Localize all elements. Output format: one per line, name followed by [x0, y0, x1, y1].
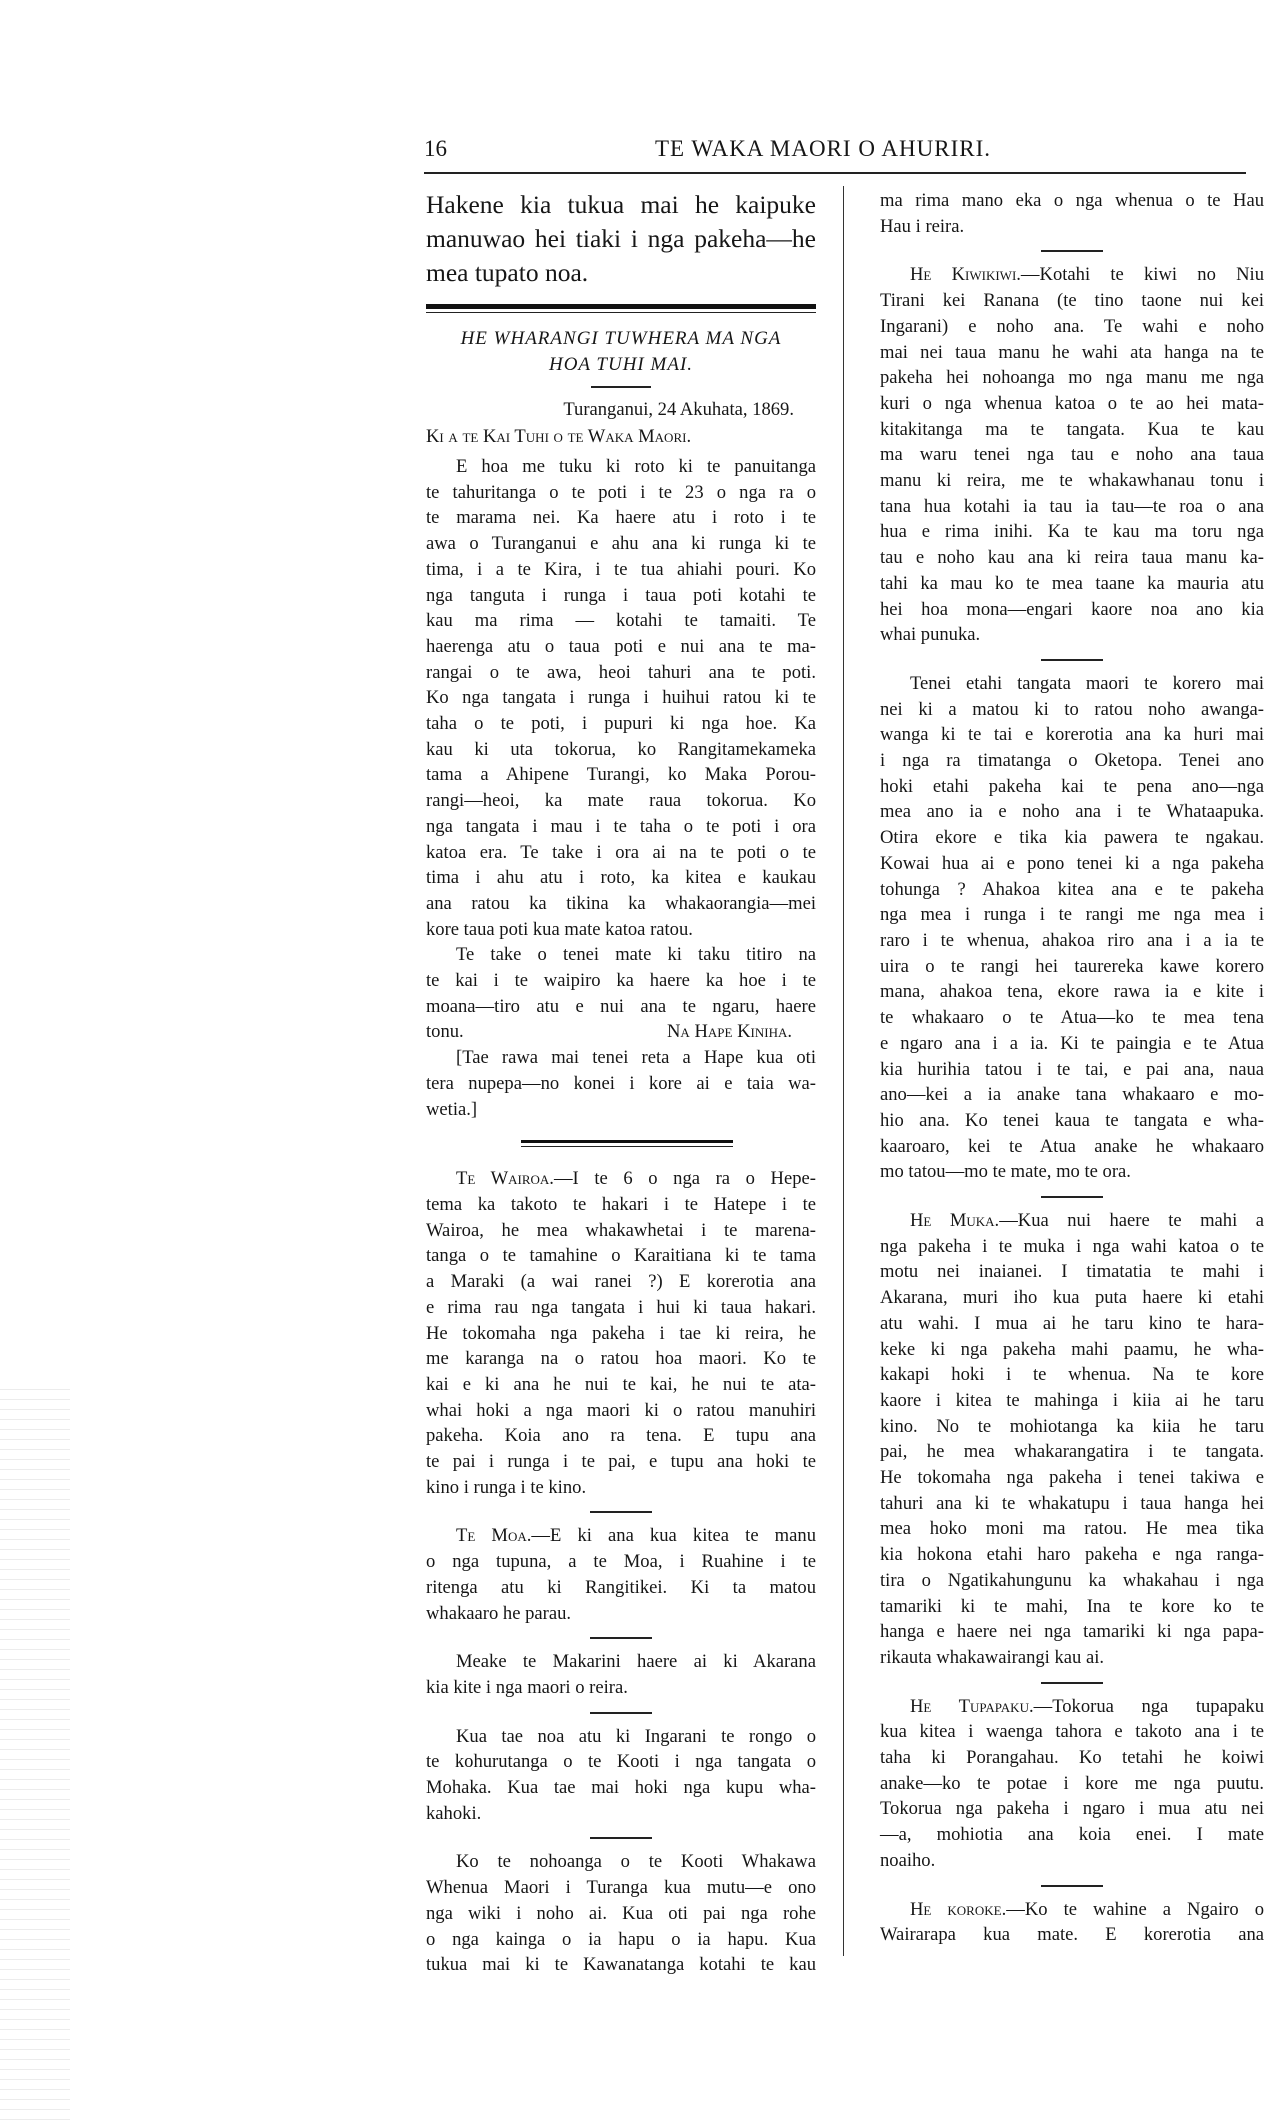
line-text: Meake te Makarini haere ai ki Akarana	[456, 1651, 816, 1673]
text-line	[426, 788, 816, 814]
text-line	[880, 365, 1264, 391]
text-line	[426, 1724, 816, 1750]
text-line	[880, 417, 1264, 443]
text-line	[880, 1848, 1264, 1874]
text-line	[880, 1594, 1264, 1620]
text-line	[880, 545, 1264, 571]
text-line	[426, 1601, 816, 1627]
text-line	[426, 608, 816, 634]
text-line	[426, 1575, 816, 1601]
text-line	[426, 1423, 816, 1449]
line-text: Te take o tenei mate ki taku titiro na	[456, 944, 816, 966]
line-text: Ko te nohoanga o te Kooti Whakawa	[456, 1851, 816, 1873]
text-line	[880, 851, 1264, 877]
page-number: 16	[424, 136, 447, 161]
text-line	[880, 314, 1264, 340]
line-text: —E ki ana kua kitea te manu	[531, 1525, 816, 1547]
text-line	[426, 1166, 816, 1192]
line-text: e ngaro ana i a ia. Ki te paingia e te Atua	[880, 1032, 1264, 1054]
text-line	[426, 942, 816, 968]
line-text: pakeha. Koia ano ra tena. E tupu ana	[426, 1425, 816, 1447]
short-rule	[426, 378, 816, 396]
line-text: mai nei taua manu he wahi ata hanga na te	[880, 341, 1264, 363]
text-line	[426, 1801, 816, 1827]
text-line	[426, 1269, 816, 1295]
article-paragraph	[426, 1523, 816, 1626]
text-line	[426, 1097, 816, 1123]
text-line	[880, 1745, 1264, 1771]
line-text: te pai i runga i te pai, e tupu ana hoki te	[426, 1451, 816, 1473]
line-text: hei hoa mona—engari kaore noa ano kia	[880, 598, 1264, 620]
text-line	[880, 954, 1264, 980]
line-text: tama a Ahipene Turangi, ko Maka Porou-	[426, 764, 816, 786]
signature: Na Hape Kiniha.	[667, 1021, 792, 1043]
text-line	[880, 1922, 1264, 1948]
text-line	[426, 1523, 816, 1549]
line-text: Tokorua nga pakeha i ngaro i mua atu nei	[880, 1798, 1264, 1820]
text-line	[880, 1694, 1264, 1720]
line-text: hua e rima inihi. Ka te kau ma toru nga	[880, 521, 1264, 543]
article-paragraph	[880, 1694, 1264, 1874]
line-text: kuri o nga whenua katoa o te ao hei mata-	[880, 392, 1264, 414]
article-paragraph	[426, 1649, 816, 1700]
line-text: kia kite i nga maori o reira.	[426, 1676, 628, 1698]
column-divider	[843, 186, 844, 1956]
article-paragraph	[426, 1724, 816, 1827]
text-line	[426, 711, 816, 737]
text-line	[426, 1449, 816, 1475]
line-text: ana ratou ka tikina ka whakaorangia—mei	[426, 892, 816, 914]
line-text: wetia.]	[426, 1098, 478, 1120]
line-text: tanga o te tamahine o Karaitiana ki te tama	[426, 1245, 816, 1267]
line-text: Mohaka. Kua tae mai hoki nga kupu wha-	[426, 1777, 816, 1799]
signature-line	[426, 1019, 816, 1045]
lead-line: manuwao hei tiaki i nga pakeha—he	[426, 224, 816, 253]
text-line	[880, 494, 1264, 520]
text-line	[880, 774, 1264, 800]
line-text: kahoki.	[426, 1802, 482, 1824]
dateline: Turanganui, 24 Akuhata, 1869.	[563, 399, 794, 420]
line-text: tima i ahu atu i roto, ka kitea e kaukau	[426, 867, 816, 889]
line-text: Tenei etahi tangata maori te korero mai	[910, 672, 1264, 694]
line-text: tonu.	[426, 1021, 464, 1043]
left-articles	[426, 454, 816, 1978]
text-line	[426, 480, 816, 506]
text-line	[880, 1362, 1264, 1388]
text-line	[880, 697, 1264, 723]
line-text: tera nupepa—no konei i kore ai e taia wa-	[426, 1072, 816, 1094]
line-text: uira o te rangi hei taurereka kawe korero	[880, 955, 1264, 977]
text-line	[880, 214, 1264, 240]
line-text: kau ki uta tokorua, ko Rangitamekameka	[426, 738, 816, 760]
line-text: nga mea i runga i te rangi me nga mea i	[880, 904, 1264, 926]
text-line	[880, 1771, 1264, 1797]
text-line	[880, 1619, 1264, 1645]
double-rule	[426, 1122, 816, 1166]
section-rule	[426, 1500, 816, 1523]
line-text: Kowai hua ai e pono tenei ki a nga pakeha	[880, 852, 1264, 874]
line-text: tahi ka mau ko te mea taane ka mauria atu	[880, 572, 1264, 594]
text-line	[880, 1414, 1264, 1440]
lead-line: Hakene kia tukua mai he kaipuke	[426, 190, 816, 219]
heading-line: HE WHARANGI TUWHERA MA NGA	[460, 328, 782, 349]
text-line	[880, 748, 1264, 774]
article-lead: He Tupapaku.	[910, 1695, 1034, 1717]
text-line	[880, 1208, 1264, 1234]
text-line	[880, 519, 1264, 545]
text-line	[426, 737, 816, 763]
article-paragraph	[426, 1045, 816, 1122]
line-text: Hau i reira.	[880, 215, 965, 237]
line-text: hanga e haere nei nga tamariki ki nga papa-	[880, 1621, 1264, 1643]
line-text: me karanga na o ratou hoa maori. Ko te	[426, 1348, 816, 1370]
text-line	[426, 1952, 816, 1978]
line-text: kino i runga i te kino.	[426, 1476, 587, 1498]
line-text: ritenga atu ki Rangitikei. Ki ta matou	[426, 1576, 816, 1598]
text-line	[880, 1057, 1264, 1083]
right-articles	[880, 188, 1264, 1948]
text-line	[426, 1849, 816, 1875]
text-line	[880, 571, 1264, 597]
line-text: kia hurihia tatou i te tai, e pai ana, naua	[880, 1058, 1264, 1080]
text-line	[426, 1321, 816, 1347]
text-line	[880, 340, 1264, 366]
line-text: tema ka takoto te hakari i te Hatepe i te	[426, 1193, 816, 1215]
section-heading	[426, 326, 816, 378]
line-text: —a, mohiotia ana koia enei. I mate	[880, 1824, 1264, 1846]
line-text: tukua mai ki te Kawanatanga kotahi te kau	[426, 1954, 816, 1976]
line-text: tima, i a te Kira, i te tua ahiahi pouri. Ko	[426, 558, 816, 580]
article-lead: Te Wairoa.	[456, 1168, 554, 1190]
text-line	[426, 762, 816, 788]
line-text: whai hoki a nga maori ki o ratou manuhiri	[426, 1399, 816, 1421]
text-line	[880, 1159, 1264, 1185]
article-paragraph	[880, 262, 1264, 648]
text-line	[426, 1749, 816, 1775]
line-text: kua kitea i waenga tahora e takoto ana i te	[880, 1721, 1264, 1743]
line-text: mea hoko moni ma ratou. He mea tika	[880, 1518, 1264, 1540]
line-text: keke ki nga pakeha mahi paamu, he wha-	[880, 1338, 1264, 1360]
line-text: Wairoa, he mea whakawhetai i te marena-	[426, 1219, 816, 1241]
line-text: raro i te whenua, ahakoa riro ana i a ia te	[880, 929, 1264, 951]
text-line	[880, 1491, 1264, 1517]
text-line	[880, 928, 1264, 954]
article-paragraph	[426, 942, 816, 1045]
line-text: e rima rau nga tangata i hui ki taua hakari.	[426, 1296, 816, 1318]
text-line	[880, 902, 1264, 928]
text-line	[880, 1388, 1264, 1414]
text-line	[880, 1719, 1264, 1745]
line-text: kia hokona etahi haro pakeha e nga ranga-	[880, 1544, 1264, 1566]
line-text: kino. No te mohiotanga ka kiia he taru	[880, 1415, 1264, 1437]
line-text: nga tangata i mau i te taha o te poti i ora	[426, 815, 816, 837]
line-text: kaore i kitea te mahinga i kiia ai he taru	[880, 1389, 1264, 1411]
line-text: nga wiki i noho ai. Kua oti pai nga rohe	[426, 1902, 816, 1924]
line-text: —Ko te wahine a Ngairo o	[1006, 1898, 1264, 1920]
line-text: kitakitanga ma te tangata. Kua te kau	[880, 418, 1264, 440]
text-line	[426, 660, 816, 686]
line-text: katoa era. Te take i ora ai na te poti o te	[426, 841, 816, 863]
text-line	[880, 1645, 1264, 1671]
text-line	[880, 1465, 1264, 1491]
text-line	[426, 840, 816, 866]
text-line	[880, 1134, 1264, 1160]
line-text: wanga ki te tai e korerotia ana ka huri mai	[880, 724, 1264, 746]
text-line	[880, 1897, 1264, 1923]
section-rule	[880, 1671, 1264, 1694]
text-line	[426, 1045, 816, 1071]
line-text: whai punuka.	[880, 624, 981, 646]
text-line	[880, 722, 1264, 748]
lead-line: mea tupato noa.	[426, 258, 589, 287]
line-text: mana, ahakoa tena, ekore rawa ia e kite i	[880, 981, 1264, 1003]
article-lead: Te Moa.	[456, 1525, 532, 1547]
article-lead: He koroke.	[910, 1898, 1007, 1920]
line-text: moana—tiro atu e nui ana te ngaru, haere	[426, 995, 816, 1017]
section-rule	[426, 1701, 816, 1724]
line-text: Kua tae noa atu ki Ingarani te rongo o	[456, 1725, 816, 1747]
line-text: i nga ra timatanga o Oketopa. Tenei ano	[880, 750, 1264, 772]
text-line	[880, 1568, 1264, 1594]
article-paragraph	[880, 188, 1264, 239]
line-text: taha o te poti, i pupuri ki nga hoe. Ka	[426, 713, 816, 735]
line-text: rikauta whakawairangi kau ai.	[880, 1646, 1105, 1668]
line-text: anake—ko te potae i kore me nga puutu.	[880, 1772, 1264, 1794]
text-line	[880, 1516, 1264, 1542]
line-text: Tirani kei Ranana (te tino taone nui kei	[880, 290, 1264, 312]
text-line	[426, 505, 816, 531]
scan-edge-noise	[0, 1380, 70, 2120]
text-line	[880, 597, 1264, 623]
line-text: te kai i te waipiro ka haere ka hoe i te	[426, 970, 816, 992]
line-text: He tokomaha nga pakeha i tae ki reira, he	[426, 1322, 816, 1344]
line-text: Wairarapa kua mate. E korerotia ana	[880, 1924, 1264, 1946]
line-text: whakaaro he parau.	[426, 1602, 572, 1624]
text-line	[880, 1822, 1264, 1848]
text-line	[880, 1439, 1264, 1465]
text-line	[880, 288, 1264, 314]
line-text: te kohurutanga o te Kooti i nga tangata o	[426, 1751, 816, 1773]
section-rule	[880, 1185, 1264, 1208]
text-line	[426, 1346, 816, 1372]
text-line	[880, 1031, 1264, 1057]
line-text: a Maraki (a wai ranei ?) E korerotia ana	[426, 1271, 816, 1293]
text-line	[426, 1218, 816, 1244]
article-paragraph	[426, 1166, 816, 1500]
line-text: mea ano ia e noho ana i te Whataapuka.	[880, 801, 1264, 823]
line-text: nei ki a matou ki to ratou noho awanga-	[880, 698, 1264, 720]
newspaper-title: TE WAKA MAORI O AHURIRI.	[655, 136, 991, 161]
line-text: hoki etahi pakeha kai te pena ano—nga	[880, 775, 1264, 797]
article-paragraph	[880, 671, 1264, 1185]
line-text: o nga tupuna, a te Moa, i Ruahine i te	[426, 1551, 816, 1573]
section-rule	[880, 648, 1264, 671]
text-line	[426, 1475, 816, 1501]
article-paragraph	[426, 1849, 816, 1978]
text-line	[426, 1549, 816, 1575]
text-line	[426, 1071, 816, 1097]
line-text: kai e ki ana he nui te kai, he nui te ata-	[426, 1373, 816, 1395]
text-line	[426, 891, 816, 917]
line-text: kaaroaro, kei te Atua anake he whakaaro	[880, 1135, 1264, 1157]
text-line	[880, 1311, 1264, 1337]
line-text: te marama nei. Ka haere atu i roto i te	[426, 507, 816, 529]
text-line	[880, 468, 1264, 494]
text-line	[880, 188, 1264, 214]
line-text: taha ki Porangahau. Ko tetahi he koiwi	[880, 1747, 1264, 1769]
line-text: rangai o te awa, heoi tahuri ana te poti.	[426, 661, 816, 683]
line-text: kau ma rima — kotahi te tamaiti. Te	[426, 610, 816, 632]
line-text: tahuri ana ki te whakatupu i taua hanga hei	[880, 1492, 1264, 1514]
text-line	[880, 1259, 1264, 1285]
article-lead: He Kiwikiwi.	[910, 264, 1021, 286]
text-line	[880, 671, 1264, 697]
section-rule	[426, 1826, 816, 1849]
line-text: ma rima mano eka o nga whenua o te Hau	[880, 190, 1264, 211]
line-text: Whenua Maori i Turanga kua mutu—e ono	[426, 1877, 816, 1899]
line-text: te tahuritanga o te poti i te 23 o nga ra o	[426, 481, 816, 503]
line-text: manu ki reira, me te whakawhanau tonu i	[880, 470, 1264, 492]
text-line	[880, 1108, 1264, 1134]
text-line	[426, 1243, 816, 1269]
text-line	[880, 442, 1264, 468]
left-column	[426, 188, 816, 1978]
text-line	[880, 825, 1264, 851]
text-line	[426, 1372, 816, 1398]
line-text: nga pakeha i te muka i nga wahi katoa o te	[880, 1235, 1264, 1257]
line-text: He tokomaha nga pakeha i tenei takiwa e	[880, 1467, 1264, 1489]
line-text: Otira ekore e tika kia pawera te ngakau.	[880, 827, 1264, 849]
line-text: o nga kainga o ia hapu o ia hapu. Kua	[426, 1928, 816, 1950]
article-paragraph	[880, 1208, 1264, 1671]
text-line	[880, 1285, 1264, 1311]
text-line	[426, 968, 816, 994]
thick-double-rule	[426, 290, 816, 326]
line-text: Akarana, muri iho kua puta haere ki etahi	[880, 1287, 1264, 1309]
line-text: ma waru tenei nga tau e noho ana taua	[880, 444, 1264, 466]
text-line	[880, 622, 1264, 648]
text-line	[880, 1542, 1264, 1568]
line-text: rangi—heoi, ka mate raua tokorua. Ko	[426, 790, 816, 812]
article-lead: He Muka.	[910, 1210, 1000, 1232]
text-line	[880, 877, 1264, 903]
text-line	[880, 1337, 1264, 1363]
text-line	[426, 1927, 816, 1953]
line-text: ano—kei a ia anake tana whakaaro e mo-	[880, 1084, 1264, 1106]
line-text: hio ana. Ko tenei kaua te tangata e wha-	[880, 1109, 1264, 1131]
text-line	[880, 262, 1264, 288]
text-line	[426, 917, 816, 943]
text-line	[426, 1675, 816, 1701]
text-line	[426, 1875, 816, 1901]
text-line	[880, 1796, 1264, 1822]
line-text: —Kotahi te kiwi no Niu	[1020, 264, 1264, 286]
heading-line: HOA TUHI MAI.	[548, 354, 694, 375]
text-line	[880, 979, 1264, 1005]
text-line	[880, 1082, 1264, 1108]
line-text: tau e noho kau ana ki reira taua manu ka-	[880, 547, 1264, 569]
line-text: atu wahi. I mua ai he taru kino te hara-	[880, 1312, 1264, 1334]
line-text: E hoa me tuku ki roto ki te panuitanga	[456, 456, 816, 477]
lead-paragraph	[426, 188, 816, 290]
text-line	[426, 1192, 816, 1218]
salutation: Ki a te Kai Tuhi o te Waka Maori.	[426, 426, 692, 447]
line-text: kakapi hoki i te whenua. Na te kore	[880, 1364, 1264, 1386]
text-line	[426, 1649, 816, 1675]
article-paragraph	[426, 454, 816, 942]
line-text: tana hua kotahi ia tau ia tau—te roa o ana	[880, 495, 1264, 517]
line-text: [Tae rawa mai tenei reta a Hape kua oti	[456, 1047, 816, 1069]
line-text: pai, he mea whakarangatira i te tangata.	[880, 1441, 1264, 1463]
text-line	[880, 391, 1264, 417]
line-text: haerenga atu o taua poti e nui ana te ma-	[426, 635, 816, 657]
line-text: awa o Turanganui e ahu ana ki runga ki te	[426, 533, 816, 555]
text-line	[426, 557, 816, 583]
line-text: tira o Ngatikahungunu ka whakahau i nga	[880, 1569, 1264, 1591]
line-text: —I te 6 o nga ra o Hepe-	[553, 1168, 816, 1190]
text-line	[426, 1398, 816, 1424]
line-text: pakeha hei nohoanga mo nga manu me nga	[880, 367, 1264, 389]
line-text: —Kua nui haere te mahi a	[999, 1210, 1265, 1232]
line-text: kore taua poti kua mate katoa ratou.	[426, 918, 693, 940]
line-text: Ingarani) e noho ana. Te wahi e noho	[880, 315, 1264, 337]
text-line	[426, 865, 816, 891]
text-line	[880, 1234, 1264, 1260]
line-text: nga tanguta i runga i taua poti kotahi te	[426, 584, 816, 606]
right-column	[880, 188, 1264, 1948]
text-line	[880, 799, 1264, 825]
line-text: tohunga ? Ahakoa kitea ana e te pakeha	[880, 878, 1264, 900]
text-line	[426, 1295, 816, 1321]
line-text: tamariki ki te mahi, Ina te kore ko te	[880, 1595, 1264, 1617]
line-text: motu nei inaianei. I timatatia te mahi i	[880, 1261, 1264, 1283]
text-line	[426, 1901, 816, 1927]
text-line	[426, 454, 816, 480]
text-line	[426, 634, 816, 660]
line-text: Ko nga tangata i runga i huihui ratou ki te	[426, 687, 816, 709]
section-rule	[880, 239, 1264, 262]
text-line	[426, 994, 816, 1020]
text-line	[880, 1005, 1264, 1031]
text-line	[426, 1775, 816, 1801]
text-line	[426, 531, 816, 557]
section-rule	[426, 1626, 816, 1649]
line-text: noaiho.	[880, 1849, 936, 1871]
line-text: te whakaaro o te Atua—ko te mea tena	[880, 1007, 1264, 1029]
text-line	[426, 814, 816, 840]
line-text: —Tokorua nga tupapaku	[1033, 1695, 1264, 1717]
section-rule	[880, 1874, 1264, 1897]
article-paragraph	[880, 1897, 1264, 1948]
text-line	[426, 685, 816, 711]
header-rule	[424, 172, 1246, 174]
text-line	[426, 583, 816, 609]
line-text: mo tatou—mo te mate, mo te ora.	[880, 1161, 1131, 1183]
